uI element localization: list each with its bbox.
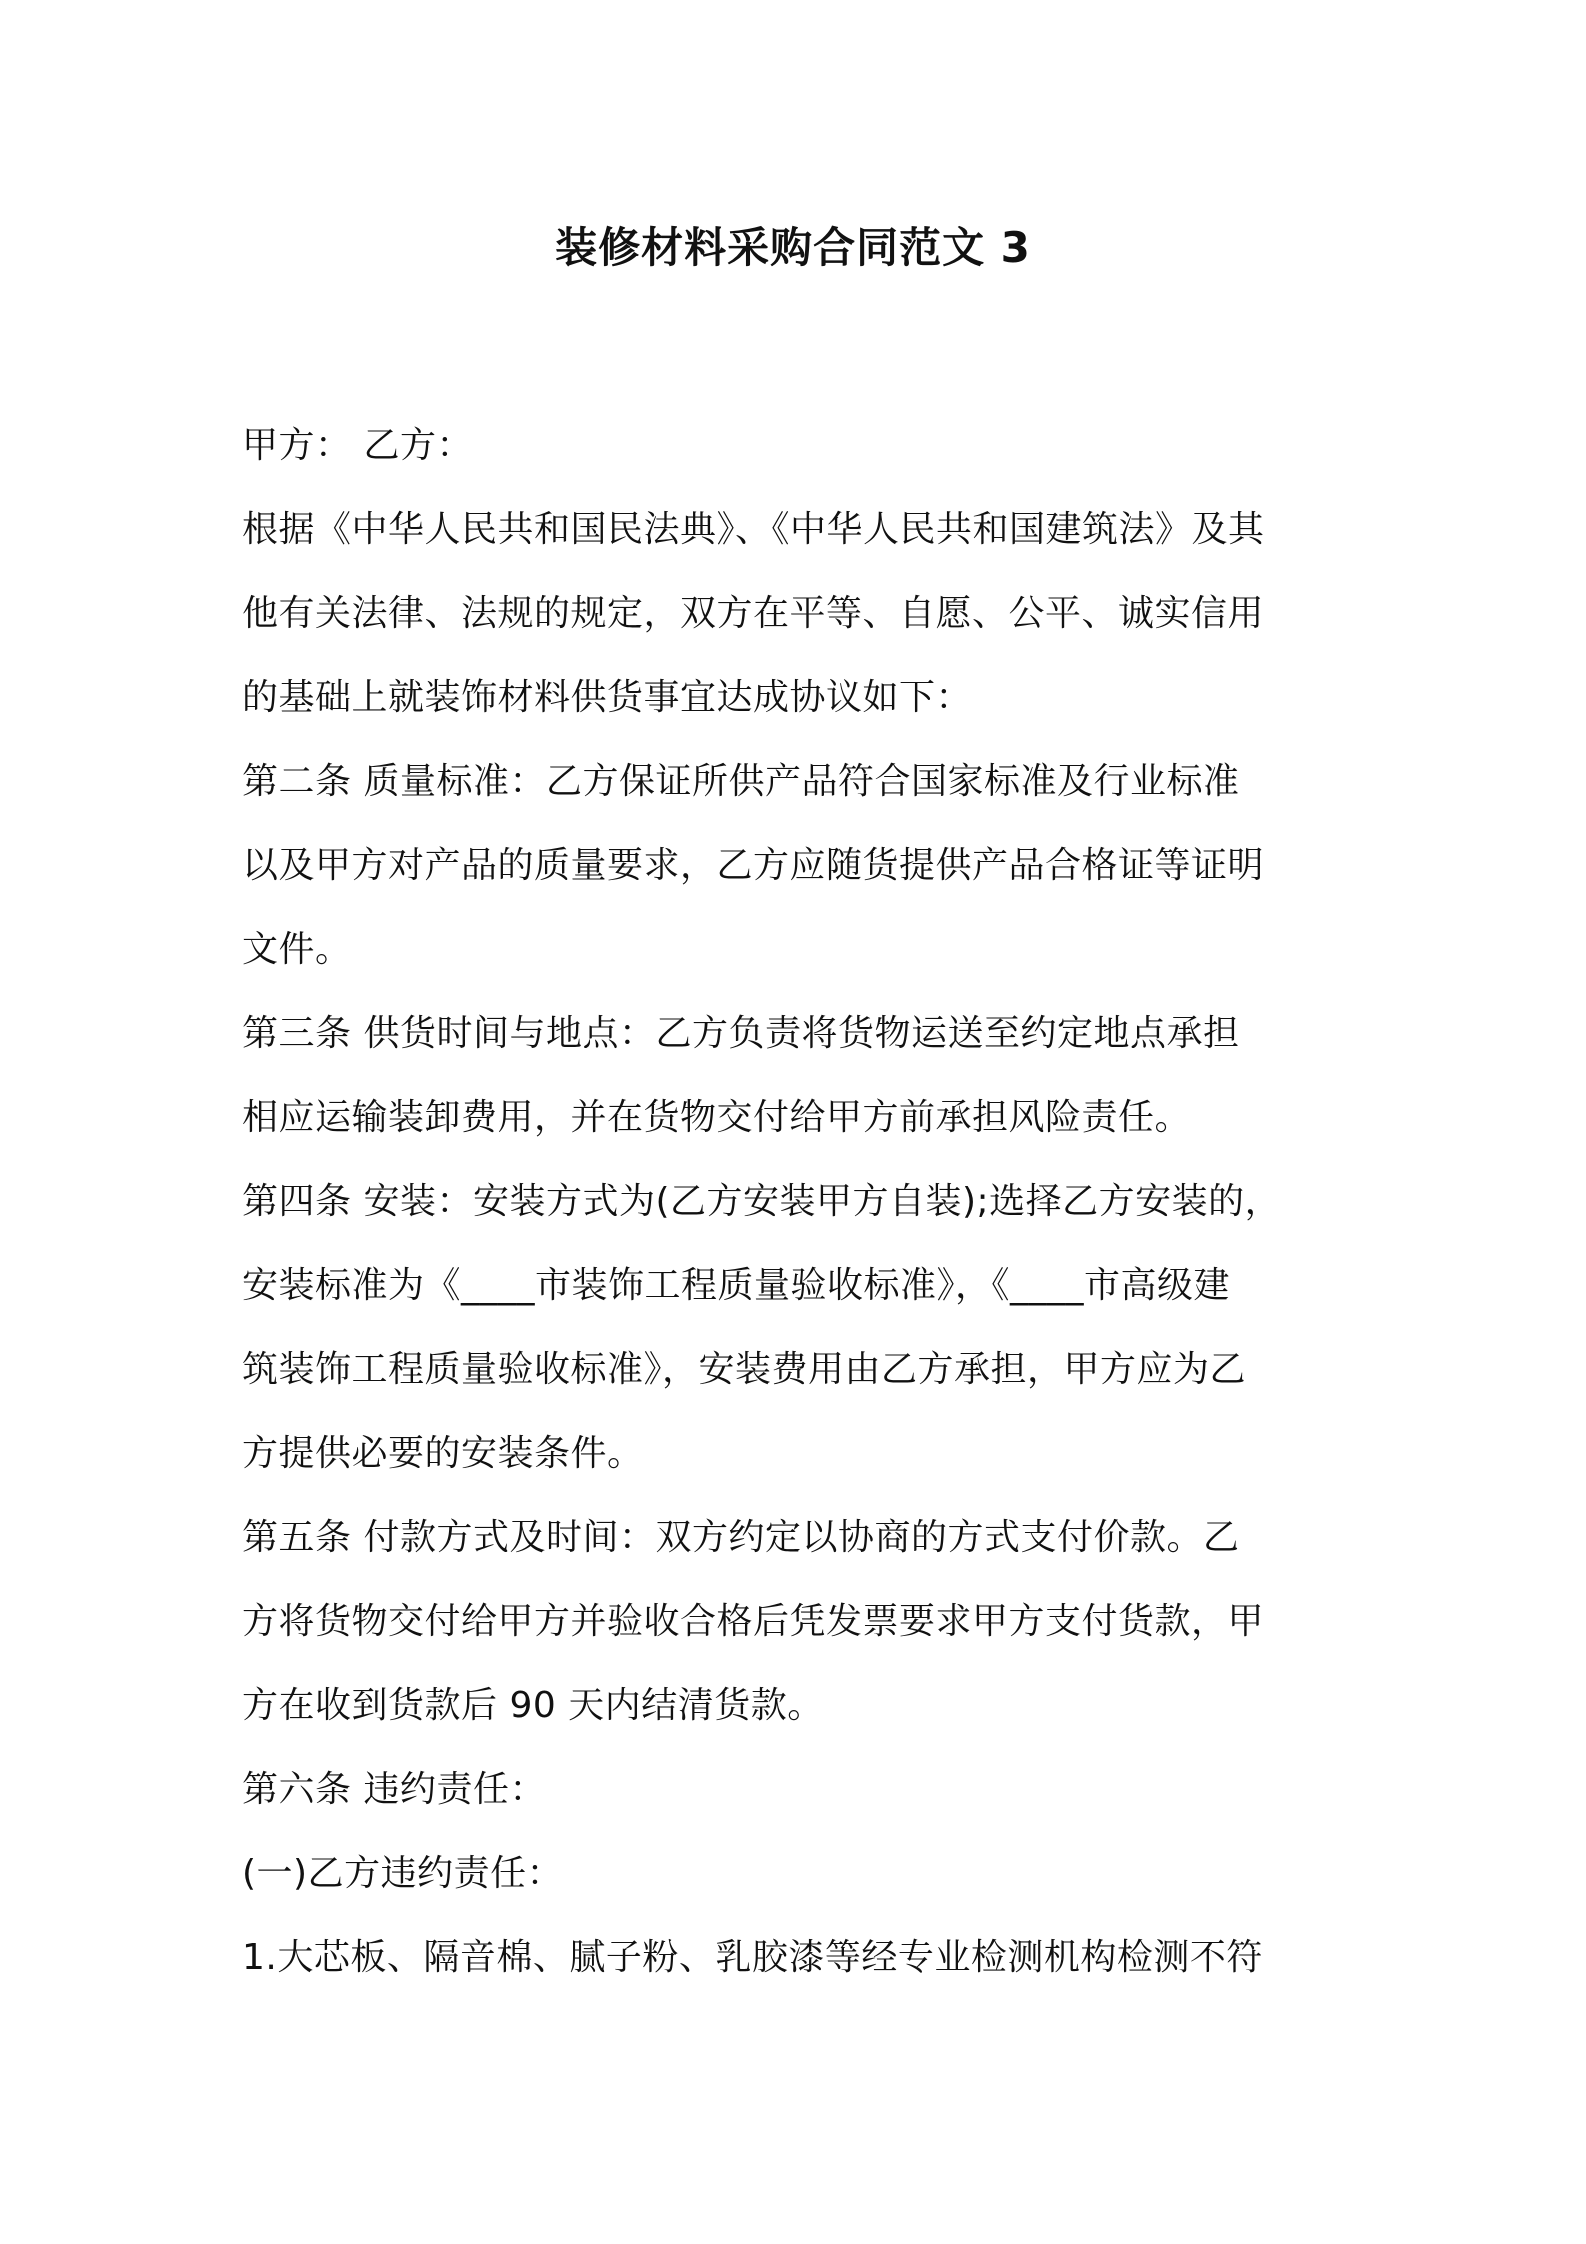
clause-5-line: 方在收到货款后 90 天内结清货款。	[242, 1685, 824, 1726]
document-title: 装修材料采购合同范文 3	[555, 223, 1031, 272]
body-line: 他有关法律、法规的规定，双方在平等、自愿、公平、诚实信用	[242, 593, 1265, 634]
body-line: 的基础上就装饰材料供货事宜达成协议如下：	[242, 677, 973, 718]
clause-2-line: 第二条 质量标准：乙方保证所供产品符合国家标准及行业标准	[242, 761, 1240, 802]
clause-3-line: 相应运输装卸费用，并在货物交付给甲方前承担风险责任。	[242, 1097, 1192, 1138]
clause-5-line: 第五条 付款方式及时间：双方约定以协商的方式支付价款。乙	[242, 1517, 1240, 1558]
clause-3-line: 第三条 供货时间与地点：乙方负责将货物运送至约定地点承担	[242, 1013, 1240, 1054]
document-body	[242, 404, 1362, 2000]
clause-2-line: 文件。	[242, 929, 352, 970]
sub-heading: (一)乙方违约责任：	[242, 1853, 564, 1894]
clause-4-line: 第四条 安装：安装方式为(乙方安装甲方自装);选择乙方安装的，	[242, 1181, 1282, 1222]
clause-5-line: 方将货物交付给甲方并验收合格后凭发票要求甲方支付货款，甲	[242, 1601, 1265, 1642]
body-line-parties: 甲方： 乙方：	[242, 425, 473, 466]
clause-4-line: 筑装饰工程质量验收标准》，安装费用由乙方承担，甲方应为乙	[242, 1349, 1247, 1390]
body-line: 根据《中华人民共和国民法典》、《中华人民共和国建筑法》及其	[242, 509, 1265, 550]
clause-6-heading: 第六条 违约责任：	[242, 1769, 546, 1810]
clause-4-line: 安装标准为《____市装饰工程质量验收标准》，《____市高级建	[242, 1265, 1231, 1306]
clause-2-line: 以及甲方对产品的质量要求，乙方应随货提供产品合格证等证明	[242, 845, 1265, 886]
list-item-line: 1.大芯板、隔音棉、腻子粉、乳胶漆等经专业检测机构检测不符	[242, 1937, 1263, 1978]
clause-4-line: 方提供必要的安装条件。	[242, 1433, 644, 1474]
